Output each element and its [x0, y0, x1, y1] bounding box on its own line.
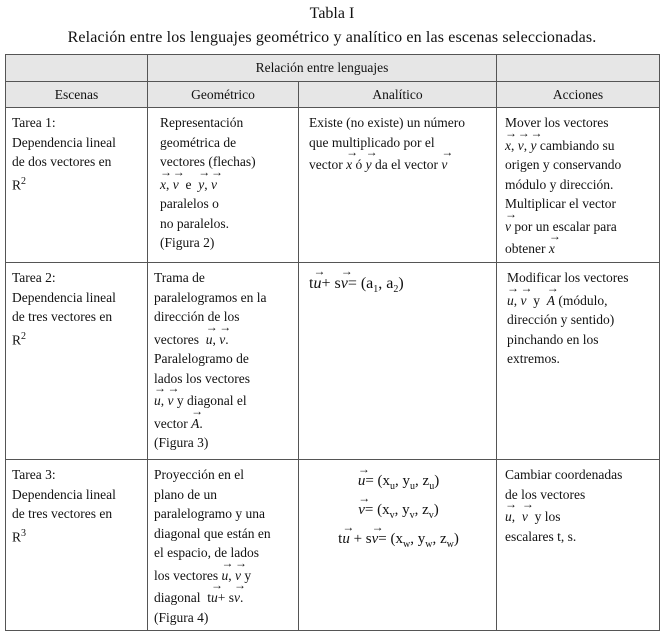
cell-acciones-3: Cambiar coordenadas de los vectores → u, → v y los escalares t, s.	[497, 460, 660, 631]
cell-analitico-1: Existe (no existe) un número que multiplicado por el vector → x ó → y da el vector → v	[299, 108, 497, 263]
header-empty-left	[6, 55, 148, 82]
cell-analitico-3: → $u= (x_u$, $y_u$, $z_u$) → $v= (x_v$, $y_v$, $z_v$) $t\to u + s\to v= (x_w$, $y_w$, $z_w$)	[299, 460, 497, 631]
cell-acciones-1: Mover los vectores → x, → v, → y cambiando su origen y conservando módulo y dirección. Multiplicar el vector → v por un escalar para obtener → x	[497, 108, 660, 263]
header-geometrico: Geométrico	[148, 82, 299, 108]
table-row	[6, 263, 660, 460]
relation-table	[5, 54, 660, 631]
header-escenas: Escenas	[6, 82, 148, 108]
header-acciones: Acciones	[497, 82, 660, 108]
table-row	[6, 108, 660, 263]
table-row	[6, 460, 660, 631]
header-row-columns	[6, 82, 660, 108]
cell-escena-3: Tarea 3: Dependencia lineal de tres vectores en $R^3$	[6, 460, 148, 631]
header-analitico: Analítico	[299, 82, 497, 108]
cell-geometrico-1: Representación geométrica de vectores (flechas) → x, → v e → y, → v paralelos o no paralelos. (Figura 2)	[148, 108, 299, 263]
table-subtitle: Relación entre los lenguajes geométrico y analítico en las escenas seleccionadas.	[67, 29, 597, 46]
cell-analitico-2: $t\to u+ s\to v= (a_1$, $a_2$)	[299, 263, 497, 460]
table-title: Tabla I	[309, 5, 355, 22]
header-row-group	[6, 55, 660, 82]
header-relacion: Relación entre lenguajes	[148, 55, 497, 82]
header-empty-right	[497, 55, 660, 82]
cell-geometrico-3: Proyección en el plano de un paralelogramo y una diagonal que están en el espacio, de lados los vectores → u, → v y diagonal t→ u+ s→ v. (Figura 4)	[148, 460, 299, 631]
cell-escena-1: Tarea 1: Dependencia lineal de dos vectores en $R^2$	[6, 108, 148, 263]
cell-acciones-2: Modificar los vectores → u, → v y → A (módulo, dirección y sentido) pinchando en los extremos.	[497, 263, 660, 460]
cell-geometrico-2: Trama de paralelogramos en la dirección de los vectores → u, → v. Paralelogramo de lados los vectores → u, → v y diagonal el vector → A. (Figura 3)	[148, 263, 299, 460]
cell-escena-2: Tarea 2: Dependencia lineal de tres vectores en $R^2$	[6, 263, 148, 460]
